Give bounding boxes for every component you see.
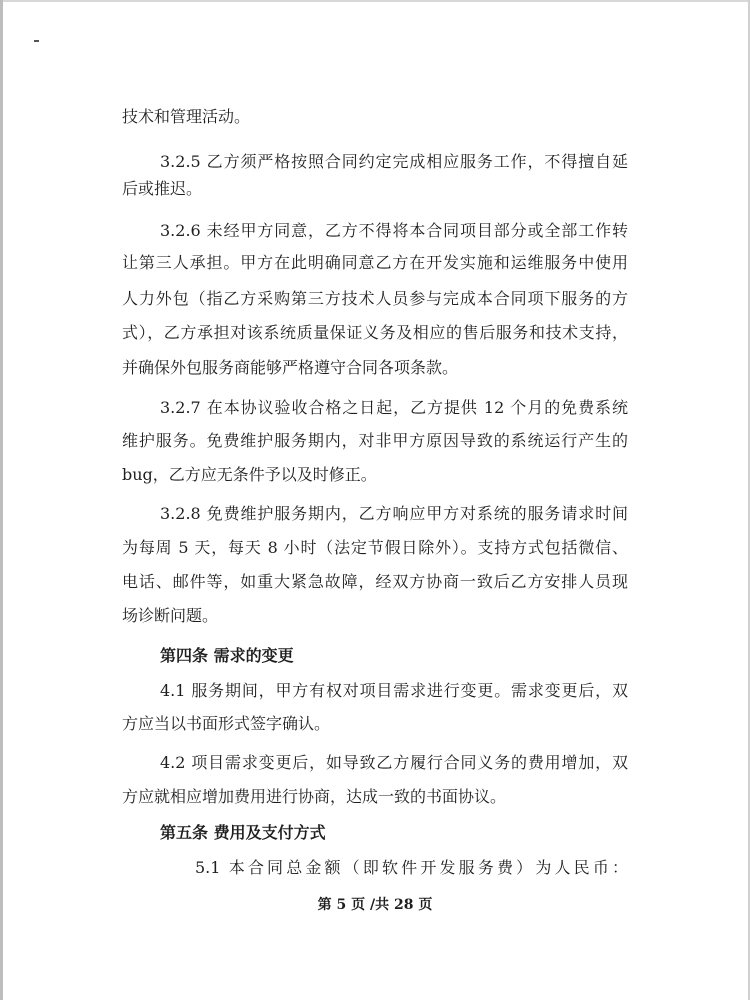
clause-3-2-6: 3.2.6 未经甲方同意，乙方不得将本合同项目部分或全部工作转 [160, 221, 628, 240]
body-line: 让第三人承担。甲方在此明确同意乙方在开发实施和运维服务中使用 [122, 253, 628, 272]
body-line: 式），乙方承担对该系统质量保证义务及相应的售后服务和技术支持， [122, 323, 628, 342]
body-line: 并确保外包服务商能够严格遵守合同各项条款。 [122, 358, 459, 377]
body-line: 场诊断问题。 [122, 606, 219, 625]
scan-edge-top [0, 0, 750, 2]
body-line: 人力外包（指乙方采购第三方技术人员参与完成本合同项下服务的方 [122, 289, 628, 308]
body-line: 维护服务。免费维护服务期内，对非甲方原因导致的系统运行产生的 [122, 431, 628, 450]
body-line: 方应就相应增加费用进行协商，达成一致的书面协议。 [122, 787, 507, 806]
clause-4-2: 4.2 项目需求变更后，如导致乙方履行合同义务的费用增加，双 [160, 753, 628, 772]
clause-3-2-5: 3.2.5 乙方须严格按照合同约定完成相应服务工作，不得擅自延 [160, 152, 628, 171]
clause-5-1: 5.1 本合同总金额（即软件开发服务费）为人民币： [195, 858, 628, 877]
body-line: bug，乙方应无条件予以及时修正。 [122, 465, 377, 484]
scan-edge-left [0, 0, 3, 1000]
clause-3-2-8: 3.2.8 免费维护服务期内，乙方响应甲方对系统的服务请求时间 [160, 504, 628, 523]
section-heading-5: 第五条 费用及支付方式 [160, 823, 326, 842]
body-line: 电话、邮件等，如重大紧急故障，经双方协商一致后乙方安排人员现 [122, 572, 628, 591]
clause-3-2-7: 3.2.7 在本协议验收合格之日起，乙方提供 12 个月的免费系统 [160, 398, 628, 417]
body-line: 后或推迟。 [122, 179, 203, 198]
body-line: 方应当以书面形式签字确认。 [122, 714, 331, 733]
page-number-footer: 第 5 页 /共 28 页 [317, 897, 433, 913]
body-line: 为每周 5 天，每天 8 小时（法定节假日除外）。支持方式包括微信、 [122, 538, 628, 557]
scan-mark [34, 40, 39, 42]
section-heading-4: 第四条 需求的变更 [160, 646, 294, 665]
clause-4-1: 4.1 服务期间，甲方有权对项目需求进行变更。需求变更后，双 [160, 681, 628, 700]
body-line: 技术和管理活动。 [122, 107, 251, 126]
